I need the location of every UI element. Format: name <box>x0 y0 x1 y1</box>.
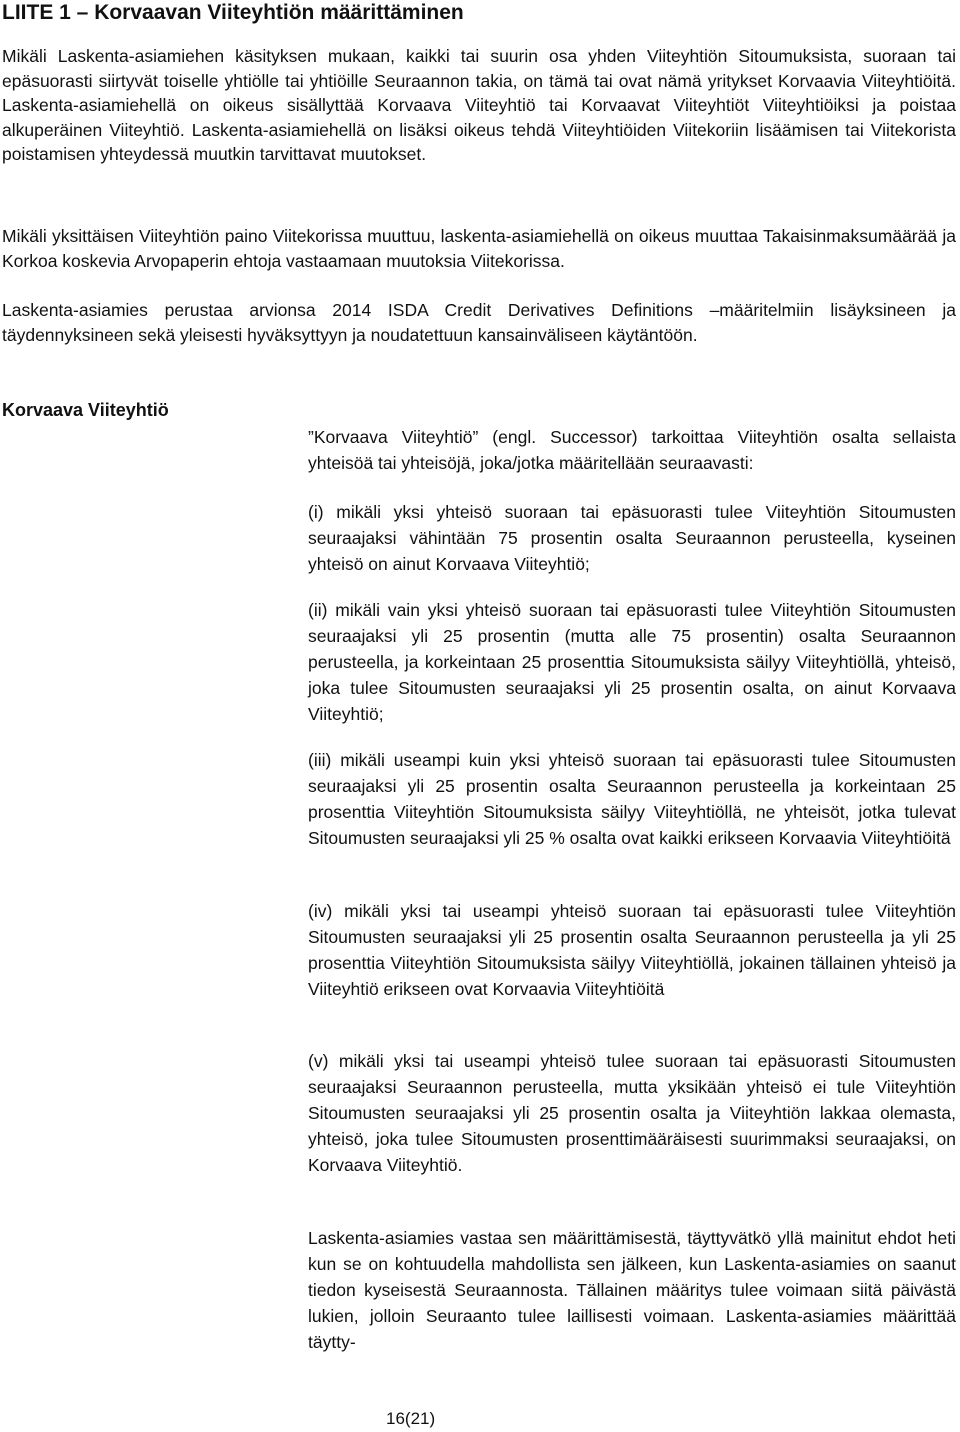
definition-intro: ”Korvaava Viiteyhtiö” (engl. Successor) tarkoittaa Viiteyhtiön osalta sellaista yhteisöä tai yhteisöjä, joka/jotka määritellään seuraavasti: <box>308 427 956 473</box>
definition-item-ii: (ii) mikäli vain yksi yhteisö suoraan tai epäsuorasti tulee Viiteyhtiön Sitoumusten seuraajaksi yli 25 prosentin (mutta alle 75 prosentin) osalta Seuraannon perusteella, ja korkeintaan 25 prosenttia Sitoumuksista säilyy Viiteyhtiöllä, yhteisö, joka tulee Sitoumusten seuraajaksi yli 25 prosentin osalta, on ainut Korvaava Viiteyhtiö; <box>308 600 956 724</box>
section-label-korvaava-viiteyhtio: Korvaava Viiteyhtiö <box>2 400 169 420</box>
paragraph-successor-intro: Mikäli Laskenta-asiamiehen käsityksen mukaan, kaikki tai suurin osa yhden Viiteyhtiön Sitoumuksista, suoraan tai epäsuorasti siirtyvät toiselle yhtiölle tai yhtiöille Seuraannon takia, on tämä tai ovat nämä yritykset Korvaavia Viiteyhtiöitä. Laskenta-asiamiehellä on oikeus sisällyttää Korvaava Viiteyhtiö tai Korvaavat Viiteyhtiöt Viiteyhtiöiksi ja poistaa alkuperäinen Viiteyhtiö. Laskenta-asiamiehellä on lisäksi oikeus tehdä Viiteyhtiöiden Viitekoriin lisäämisen tai Viitekorista poistamisen yhteydessä muutkin tarvittavat muutokset. <box>2 46 956 164</box>
page-number: 16(21) <box>386 1409 436 1428</box>
paragraph-isda-basis: Laskenta-asiamies perustaa arvionsa 2014 ISDA Credit Derivatives Definitions –määritelmiin lisäyksineen ja täydennyksineen sekä yleisesti hyväksyttyyn ja noudatettuun kansainväliseen käytäntöön. <box>2 300 956 345</box>
definition-closing: Laskenta-asiamies vastaa sen määrittämisestä, täyttyvätkö yllä mainitut ehdot heti kun se on kohtuudella mahdollista sen jälkeen, kun Laskenta-asiamies on saanut tiedon kyseisestä Seuraannosta. Tällainen määritys tulee voimaan siitä päivästä lukien, jolloin Seuraanto tulee laillisesti voimaan. Laskenta-asiamies määrittää täytty- <box>308 1228 956 1352</box>
definition-item-iv: (iv) mikäli yksi tai useampi yhteisö suoraan tai epäsuorasti tulee Viiteyhtiön Sitoumusten seuraajaksi yli 25 prosentin osalta Seuraannon perusteella ja yli 25 prosenttia Viiteyhtiön Sitoumuksista säilyy Viiteyhtiöllä, jokainen tällainen yhteisö ja Viiteyhtiö erikseen ovat Korvaavia Viiteyhtiöitä <box>308 901 956 999</box>
paragraph-weight-change: Mikäli yksittäisen Viiteyhtiön paino Viitekorissa muuttuu, laskenta-asiamiehellä on oikeus muuttaa Takaisinmaksumäärää ja Korkoa koskevia Arvopaperin ehtoja vastaamaan muutoksia Viitekorissa. <box>2 226 956 271</box>
definition-item-v: (v) mikäli yksi tai useampi yhteisö tulee suoraan tai epäsuorasti Sitoumusten seuraajaksi Seuraannon perusteella, mutta yksikään yhteisö ei tule Viiteyhtiön Sitoumusten seuraajaksi yli 25 prosentin osalta ja Viiteyhtiön lakkaa olemasta, yhteisö, joka tulee Sitoumusten prosenttimääräisesti suurimmaksi seuraajaksi, on Korvaava Viiteyhtiö. <box>308 1051 956 1175</box>
page-title: LIITE 1 – Korvaavan Viiteyhtiön määrittäminen <box>2 1 464 24</box>
definition-item-iii: (iii) mikäli useampi kuin yksi yhteisö suoraan tai epäsuorasti tulee Sitoumusten seuraajaksi yli 25 prosentin osalta Seuraannon perusteella ja korkeintaan 25 prosenttia Viiteyhtiön Sitoumuksista säilyy Viiteyhtiöllä, ne yhteisöt, jotka tulevat Sitoumusten seuraajaksi yli 25 % osalta ovat kaikki erikseen Korvaavia Viiteyhtiöitä <box>308 750 956 848</box>
definition-item-i: (i) mikäli yksi yhteisö suoraan tai epäsuorasti tulee Viiteyhtiön Sitoumusten seuraajaksi vähintään 75 prosentin osalta Seuraannon perusteella, kyseinen yhteisö on ainut Korvaava Viiteyhtiö; <box>308 502 956 574</box>
